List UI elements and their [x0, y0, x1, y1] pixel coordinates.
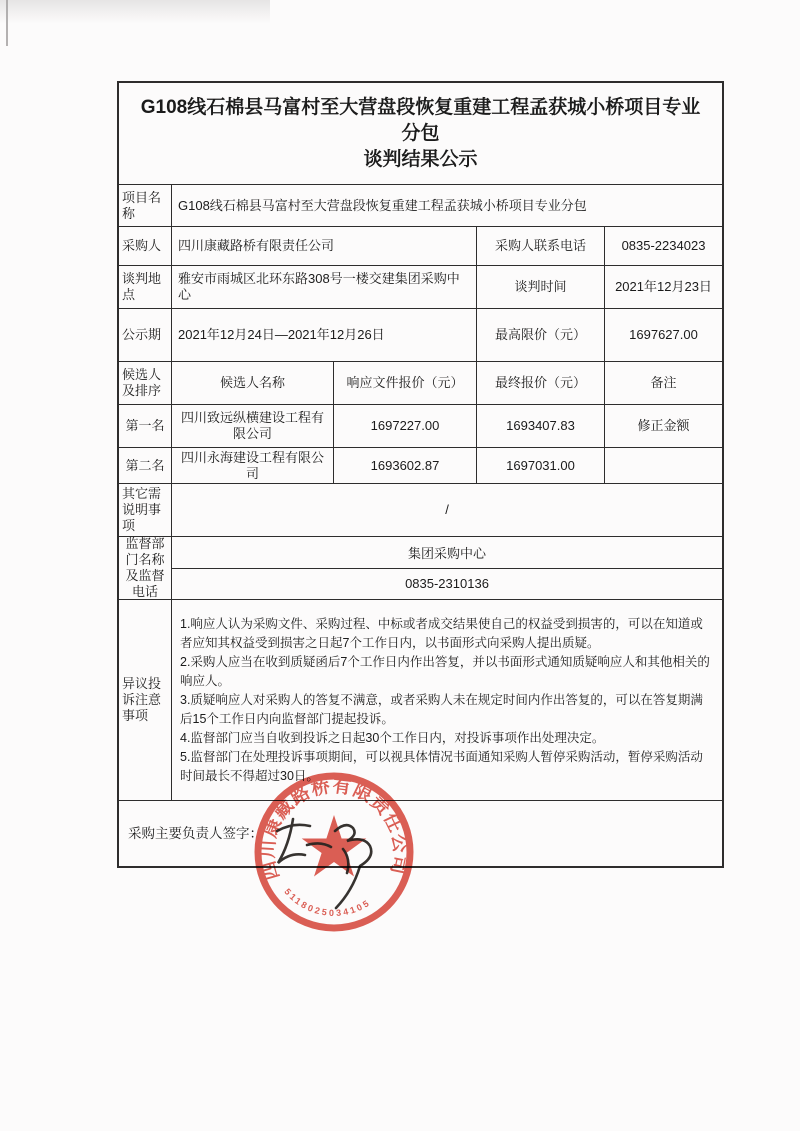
negotiation-time-label: 谈判时间 — [477, 266, 605, 308]
publicity-value: 2021年12月24日—2021年12月26日 — [172, 309, 477, 361]
table-row — [119, 448, 722, 484]
candidate-name: 四川永海建设工程有限公司 — [172, 448, 334, 483]
purchaser-label: 采购人 — [119, 227, 172, 265]
max-price-label: 最高限价（元） — [477, 309, 605, 361]
objection-item: 5.监督部门在处理投诉事项期间，可以视具体情况书面通知采购人暂停采购活动，暂停采购活动时间最长不得超过30日。 — [180, 749, 703, 783]
purchaser-phone-label: 采购人联系电话 — [477, 227, 605, 265]
candidate-remark — [605, 448, 722, 483]
seal-number-text: 5118025034105 — [282, 886, 373, 919]
scan-edge-left — [6, 0, 8, 46]
table-row — [119, 405, 722, 448]
objection-row — [119, 600, 722, 801]
signature-label: 采购主要负责人签字： — [128, 825, 263, 841]
candidate-rank: 第一名 — [119, 405, 172, 447]
candidate-remark: 修正金额 — [637, 418, 690, 433]
candidate-final-price: 1697031.00 — [477, 448, 605, 483]
negotiation-place-label: 谈判地点 — [119, 266, 172, 308]
result-announcement-table — [117, 81, 724, 868]
objection-item: 3.质疑响应人对采购人的答复不满意，或者采购人未在规定时间内作出答复的，可以在答复期满后15个工作日内向监督部门提起投诉。 — [180, 692, 703, 726]
purchaser-row — [119, 227, 722, 266]
candidate-doc-price: 1693602.87 — [334, 448, 477, 483]
seal-company-text: 四川康藏路桥有限责任公司 — [256, 774, 412, 883]
candidates-header-final-price: 最终报价（元） — [477, 362, 605, 404]
project-name-label: 项目名称 — [119, 185, 172, 226]
objection-label: 异议投诉注意事项 — [119, 600, 172, 800]
supervision-values — [172, 537, 722, 599]
negotiation-time-value: 2021年12月23日 — [615, 279, 712, 294]
signature-row — [119, 801, 722, 866]
supervision-dept: 集团采购中心 — [172, 537, 722, 569]
candidates-header-doc-price: 响应文件报价（元） — [334, 362, 477, 404]
negotiation-row — [119, 266, 722, 309]
title-row — [119, 83, 722, 185]
candidate-doc-price: 1697227.00 — [334, 405, 477, 447]
objection-item: 1.响应人认为采购文件、采购过程、中标或者成交结果使自己的权益受到损害的，可以在知道或者应知其权益受到损害之日起7个工作日内，以书面形式向采购人提出质疑。 — [180, 616, 703, 650]
purchaser-phone-value: 0835-2234023 — [621, 238, 706, 253]
objection-item: 4.监督部门应当自收到投诉之日起30个工作日内，对投诉事项作出处理决定。 — [180, 730, 605, 745]
candidates-label: 候选人及排序 — [119, 362, 172, 404]
other-notes-value: / — [445, 502, 449, 517]
candidates-header-remark: 备注 — [650, 375, 677, 390]
publicity-row — [119, 309, 722, 362]
candidate-rank: 第二名 — [119, 448, 172, 483]
document-title-line2: 谈判结果公示 — [363, 148, 478, 170]
other-notes-row — [119, 484, 722, 537]
candidate-final-price: 1693407.83 — [477, 405, 605, 447]
supervision-phone: 0835-2310136 — [405, 576, 489, 592]
candidates-header-row — [119, 362, 722, 405]
candidate-name: 四川致远纵横建设工程有限公司 — [172, 405, 334, 447]
candidates-header-name: 候选人名称 — [172, 362, 334, 404]
document-title-line1: G108线石棉县马富村至大营盘段恢复重建工程孟获城小桥项目专业分包 — [140, 96, 701, 144]
objection-item: 2.采购人应当在收到质疑函后7个工作日内作出答复，并以书面形式通知质疑响应人和其他相关的响应人。 — [180, 654, 710, 688]
document-title — [119, 83, 722, 184]
project-name-row — [119, 185, 722, 227]
publicity-label: 公示期 — [119, 309, 172, 361]
max-price-value: 1697627.00 — [629, 327, 698, 342]
other-notes-label: 其它需说明事项 — [119, 484, 172, 536]
purchaser-value: 四川康藏路桥有限责任公司 — [172, 227, 477, 265]
negotiation-place-value: 雅安市雨城区北环东路308号一楼交建集团采购中心 — [172, 266, 477, 308]
supervision-label: 监督部门名称及监督电话 — [119, 537, 172, 599]
project-name-value: G108线石棉县马富村至大营盘段恢复重建工程孟获城小桥项目专业分包 — [178, 197, 587, 213]
objection-text — [172, 600, 722, 800]
supervision-row — [119, 537, 722, 600]
scan-shadow-top — [0, 0, 270, 26]
